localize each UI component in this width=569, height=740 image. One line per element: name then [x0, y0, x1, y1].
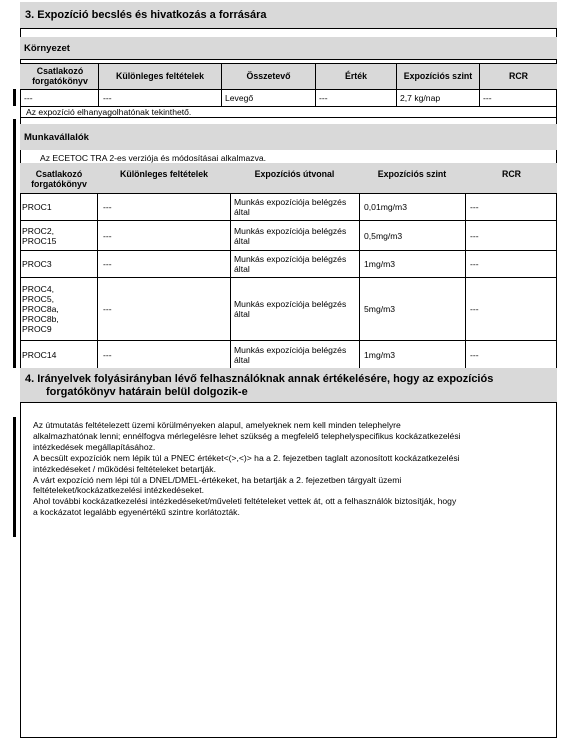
workers-cell-scenario: PROC4, PROC5, PROC8a, PROC8b, PROC9 [22, 284, 59, 334]
paragraph-line: A várt expozíció nem lépi túl a DNEL/DMEL-értékeket, ha betartják a 2. fejezetben tárgyalt üzemi [33, 474, 402, 485]
workers-header-route: Expozíciós útvonal [254, 169, 335, 179]
env-cell-level: 2,7 kg/nap [400, 93, 441, 103]
section-4-header [20, 368, 557, 402]
workers-cell-conditions: --- [103, 259, 112, 269]
section-3-header [20, 2, 557, 28]
workers-cell-scenario: PROC3 [22, 259, 52, 269]
workers-note: Az ECETOC TRA 2-es verziója és módosításai alkalmazva. [40, 153, 267, 163]
workers-label: Munkavállalók [24, 131, 89, 143]
env-note: Az expozíció elhanyagolhatónak tekinthető. [26, 107, 192, 117]
workers-cell-level: 1mg/m3 [364, 259, 396, 269]
environment-label: Környezet [24, 42, 70, 54]
workers-cell-level: 5mg/m3 [364, 304, 396, 314]
env-header-level: Expozíciós szint [403, 71, 473, 81]
paragraph-line: feltételeket/kockázatkezelési intézkedéseket. [33, 485, 205, 496]
workers-cell-route: Munkás expozíciója belégzés által [234, 197, 347, 217]
workers-cell-level: 1mg/m3 [364, 349, 396, 360]
workers-header-scenario: Csatlakozó forgatókönyv [31, 168, 87, 189]
section-4-title-line-1: 4. Irányelvek folyásirányban lévő felhasználóknak annak értékelésére, hogy az expozíciós [25, 373, 494, 385]
workers-cell-conditions: --- [103, 230, 112, 241]
workers-cell-scenario: PROC2, PROC15 [22, 225, 57, 246]
env-header-conditions: Különleges feltételek [116, 71, 204, 81]
env-cell-rcr: --- [483, 93, 492, 103]
env-header-value: Érték [344, 71, 367, 81]
workers-cell-route: Munkás expozíciója belégzés által [234, 344, 347, 365]
change-bar [13, 89, 16, 106]
section-3-title: 3. Expozíció becslés és hivatkozás a forrására [25, 9, 267, 21]
workers-cell-rcr: --- [470, 259, 479, 269]
paragraph-line: Ahol további kockázatkezelési intézkedéseket/műveleti feltételeket vettek át, ott a felhasználók biztosítják, hogy [33, 496, 457, 507]
env-cell-value: --- [319, 93, 328, 103]
paragraph-line: a kockázatot legalább egyenértékű szintre korlátozták. [33, 507, 240, 518]
workers-cell-route: Munkás expozíciója belégzés által [234, 254, 347, 274]
workers-cell-conditions: --- [103, 202, 112, 212]
workers-header-rcr: RCR [501, 169, 522, 179]
workers-label-row [20, 124, 557, 150]
paragraph-line: intézkedéseket / működési feltételeket betartják. [33, 463, 216, 474]
env-cell-conditions: --- [103, 93, 112, 103]
workers-cell-conditions: --- [103, 304, 112, 314]
workers-cell-route: Munkás expozíciója belégzés által [234, 299, 347, 319]
workers-header-conditions: Különleges feltételek [120, 169, 208, 179]
workers-cell-rcr: --- [470, 230, 479, 241]
workers-cell-scenario: PROC14 [22, 349, 57, 360]
workers-cell-level: 0,01mg/m3 [364, 202, 407, 212]
env-header-component: Összetevő [246, 71, 291, 81]
paragraph-line: alkalmazhatónak lenni; ennélfogva mérlegelésre lehet szükség a megfelelő telephelyspecifikus kockázatkezelési [33, 430, 461, 441]
env-header-rcr: RCR [508, 71, 529, 81]
workers-cell-rcr: --- [470, 349, 479, 360]
paragraph-line: Az útmutatás feltételezett üzemi körülményeken alapul, amelyeknek nem kell minden telephelyre [33, 420, 401, 430]
section-4-title-line-2: forgatókönyv határain belül dolgozik-e [46, 386, 248, 398]
workers-header-level: Expozíciós szint [377, 169, 447, 179]
workers-cell-level: 0,5mg/m3 [364, 230, 403, 241]
change-bar [13, 119, 16, 368]
env-header-scenario: Csatlakozó forgatókönyv [32, 66, 88, 86]
env-cell-scenario: --- [24, 93, 33, 103]
workers-cell-rcr: --- [470, 304, 479, 314]
workers-cell-conditions: --- [103, 349, 112, 360]
change-bar [13, 417, 16, 537]
section-4-paragraph [33, 420, 548, 518]
workers-cell-rcr: --- [470, 202, 479, 212]
env-cell-component: Levegő [225, 93, 254, 103]
workers-cell-route: Munkás expozíciója belégzés által [234, 225, 347, 246]
paragraph-line: A becsült expozíciók nem lépik túl a PNEC értéket<(>,<)> ha a 2. fejezetben taglalt azonosított kockázatkezelési [33, 452, 460, 463]
environment-label-row [20, 37, 557, 59]
workers-cell-scenario: PROC1 [22, 202, 52, 212]
paragraph-line: intézkedések megállapításához. [33, 441, 156, 452]
